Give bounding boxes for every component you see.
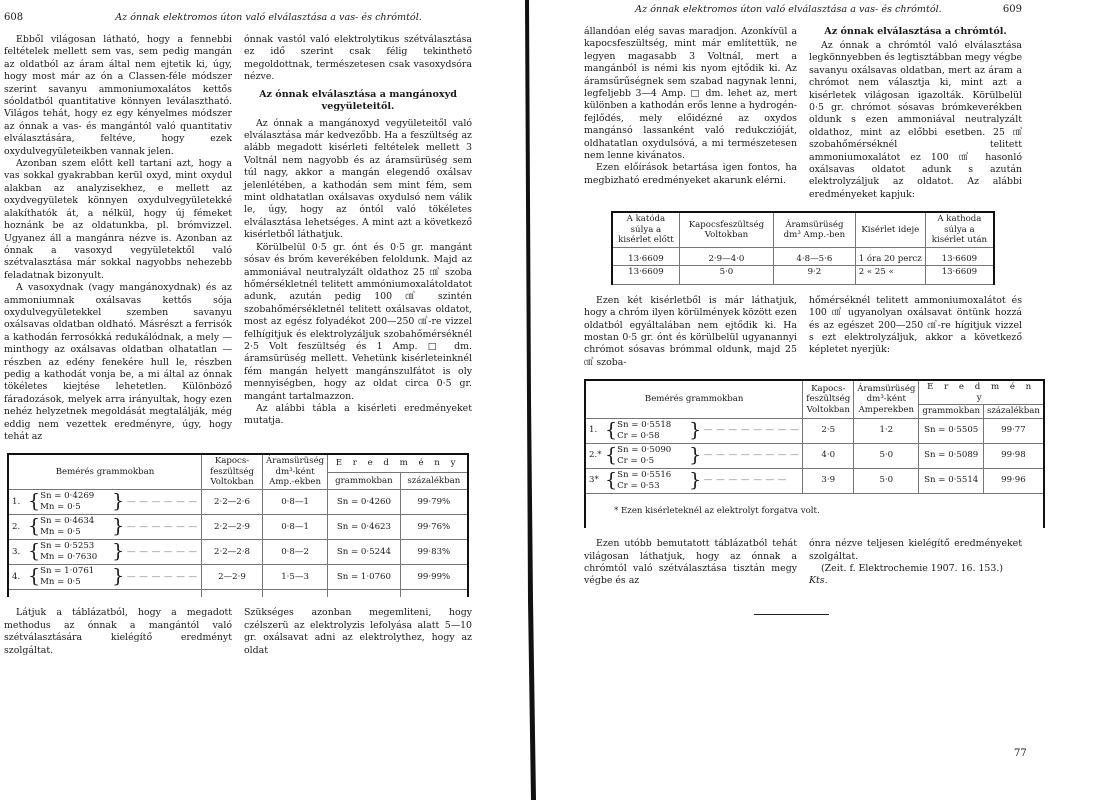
brace-open-icon: { <box>28 540 41 563</box>
sample-sn: Sn = 0·5253 <box>40 540 95 551</box>
paragraph: Ebből világosan látható, hogy a fennebbi feltételek mellett sem vas, sem pedig mangán az oldatból az áram által nem ejtetik ki, úgy, hogy most már az ón a Classen-féle módszer szerint savanyu ammoniumoxalátos kettős sóoldatból quantitative könnyen leválasztható. Világos tehát, hogy ez egy kényelmes módszer az ónnak a vas- és mangántól való quantitativ elválasztására, feltéve, hogy ezek oxydulvegyületeikben vannak jelen. <box>4 34 232 157</box>
running-head: Az ónnak elektromos úton való elválasztása a vas- és chrómtól. <box>115 12 422 23</box>
bottom-page-number: 77 <box>1014 748 1027 759</box>
paragraph: Körülbelül 0·5 gr. ónt és 0·5 gr. mangánt sósav és bróm keverékében feloldunk. Majd az ammoniával neutralyzált oldathoz 25 ㎤ szoba hőmérsékletnél telitett ammóniumoxalátoldatot adunk, azután pedig 100 ㎤ szintén szobahőmérsékletnél telitett oxálsavas oldatot, most az egész folyadékot 200—250 ㎤-re vizzel felhígitjuk és elektrolyzáljuk szobahőmérséknél 2·5 Volt feszültség és 1 Amp. □ dm. áramsürüség mellett. Vehetünk kisérleteinknél fém mangán helyett mangánszulfátot is oly mennyiségben, hogy az oldat circa 0·5 gr. mangánt tartalmazzon. <box>244 241 472 402</box>
sample-sn: Sn = 0·5518 <box>617 419 672 430</box>
grams-cell: Sn = 0·5505 <box>919 418 984 443</box>
grams-cell: Sn = 0·5089 <box>919 443 984 468</box>
cell: 4·8—5·6 <box>774 247 856 266</box>
sample-sn: Sn = 0·5090 <box>617 444 672 455</box>
brace-close-icon: } <box>689 469 702 492</box>
density-cell: 1·5—3 <box>263 564 328 589</box>
voltage-cell: 2·5 <box>803 418 854 443</box>
page-number: 608 <box>4 12 24 23</box>
table-row <box>8 564 468 589</box>
row-number: 3. <box>12 546 21 557</box>
voltage-cell: 2·2—2·9 <box>202 514 263 539</box>
sample-sn: Sn = 0·4269 <box>40 490 95 501</box>
brace-open-icon: { <box>605 444 618 467</box>
paragraph: hőmérséknél telitett ammoniumoxalátot és 100 ㎤ ugyanolyan oxálsavat öntünk hozzá és az egészet 200—250 ㎤-re hígitjuk vizzel s ezt elektrolyzáljuk, akkor a következő képletet nyerjük: <box>809 294 1022 356</box>
row-number: 4. <box>12 571 21 582</box>
row-number: 1. <box>12 496 21 507</box>
row-number: 2. <box>12 521 21 532</box>
leader-dots: — — — — — — — — <box>703 450 800 461</box>
text-column-left-mid <box>584 295 797 369</box>
cathode-weight-table <box>611 211 995 285</box>
text-column-right-bottom <box>809 538 1022 588</box>
brace-open-icon: { <box>605 419 618 442</box>
running-head: Az ónnak elektromos úton való elválasztása a vas- és chrómtól. <box>635 4 942 15</box>
percent-cell: 99·76% <box>400 514 468 539</box>
paragraph: állandóan elég savas maradjon. Azonkívül a kapocsfeszültség, mint már említettük, ne legyen magasabb 3 Voltnál, mert a mangánból is némi kis nyom ejtődik ki. Az áramsűrűségnek sem szabad nagynak lenni, legfeljebb 3—4 Amp. □ dm. lehet az, mert különben a kathodán erős lenne a hydrogén-fejlődés, mely előidézné az oxydos mangánsó lassanként való redukczióját, oldhatatlan oxydulsóvá, a mi természetesen nem lenne kivánatos. <box>584 26 797 162</box>
grams-cell: Sn = 0·4623 <box>328 514 400 539</box>
table-row <box>585 468 1044 493</box>
sample-mn: Mn = 0·5 <box>40 576 81 587</box>
percent-cell: 99·77 <box>983 418 1043 443</box>
text-column-right <box>244 34 472 428</box>
paragraph: Az alábbi tábla a kisérleti eredményeket mutatja. <box>244 402 472 427</box>
sample-cr: Cr = 0·53 <box>617 480 660 491</box>
col-header-sample: Bemérés grammokban <box>585 380 803 418</box>
table-row <box>585 418 1044 443</box>
brace-close-icon: } <box>112 540 125 563</box>
col-header-percent: százalékban <box>983 405 1043 419</box>
brace-open-icon: { <box>28 490 41 513</box>
percent-cell: 99·79% <box>400 489 468 514</box>
cell: 13·6609 <box>612 247 679 266</box>
leader-dots: — — — — — — <box>126 521 198 532</box>
text-column-left-bottom <box>4 607 232 657</box>
grams-cell: Sn = 0·5244 <box>328 539 400 564</box>
percent-cell: 99·99% <box>400 564 468 589</box>
book-gutter-shadow <box>524 0 538 800</box>
leader-dots: — — — — — — — — <box>703 425 800 436</box>
col-header-voltage: Kapocs-feszültség Voltokban <box>202 454 263 489</box>
closing-rule <box>754 614 829 615</box>
cell: 13·6609 <box>925 266 994 285</box>
table-footnote-row <box>585 493 1044 528</box>
table-row <box>585 443 1044 468</box>
row-number: 3* <box>589 475 599 486</box>
col-header-voltage: Kapocs-feszültség Voltokban <box>803 380 854 418</box>
paragraph: Az ónnak a chrómtól való elválasztása legkönnyebben és legtisztábban megy végbe savanyu oxálsavas oldatban, mert az áram a chrómot nem választja ki, mint azt a kisérletek világosan igazolták. Körülbelül 0·5 gr. chrómot sósavas brómkeverékben oldunk s ezen ammoniával neutralyzált oldathoz, mint az előbbi esetben. 25 ㎤ szobahőmérséknél telitett ammoniumoxalátot ez 100 ㎤ hasonló oxálsavas oldatot adunk s azután elektrolyzáljuk az oldatot. Az alábbi eredményeket kapjuk: <box>809 40 1022 200</box>
results-table-chromium <box>584 379 1045 528</box>
text-column-left-bottom <box>584 538 797 588</box>
density-cell: 0·8—1 <box>263 489 328 514</box>
left-page <box>0 0 522 800</box>
col-header: Áramsürüség dm³ Amp.-ben <box>774 212 856 247</box>
brace-close-icon: } <box>689 444 702 467</box>
paragraph: Szükséges azonban megemliteni, hogy czélszerü az elektrolyzis lefolyása alatt 5—10 gr. oxálsavat adni az elektrolythez, hogy az oldat <box>244 607 472 656</box>
author-initials: Kts. <box>809 575 828 587</box>
density-cell: 5·0 <box>854 468 919 493</box>
citation-line <box>809 563 1022 588</box>
brace-open-icon: { <box>28 515 41 538</box>
cell: 2 « 25 « <box>855 266 925 285</box>
col-header-result: E r e d m é n y <box>919 380 1044 405</box>
paragraph: Az ónnak a mangánoxyd vegyületeitől való elválasztása már kedvezőbb. Ha a feszültség az alább megadott kisérleti feltételek mellett 3 Voltnál nem nagyobb és az áramsürüség sem túl nagy, akkor a mangán elegendő oxálsav jelenlétében, a kathodán sem mint fém, sem mint oldhatatlan oxálsavas oxydulsó nem válik le, úgy, hogy az óntól való tökéletes elválasztása lehetséges. A mint azt a következő kisérletből láthatjuk. <box>244 117 472 241</box>
text-block-bottom <box>584 538 1022 588</box>
text-block-bottom <box>4 607 472 657</box>
text-column-left <box>4 34 232 443</box>
text-column-right-bottom <box>244 607 472 657</box>
grams-cell: Sn = 1·0760 <box>328 564 400 589</box>
paragraph: ónra nézve teljesen kielégítő eredményeket szolgáltat. <box>809 538 1022 562</box>
leader-dots: — — — — — — <box>126 571 198 582</box>
brace-open-icon: { <box>28 565 41 588</box>
leader-dots: — — — — — — <box>126 496 198 507</box>
leader-dots: — — — — — — — <box>703 475 787 486</box>
paragraph: Ezen utóbb bemutatott táblázatból tehát világosan láthatjuk, hogy az ónnak a chrómtól való szétválasztása tisztán megy végbe és az <box>584 538 797 587</box>
col-header-grams: grammokban <box>919 405 984 419</box>
text-block-top <box>4 34 472 443</box>
section-heading: Az ónnak elválasztása a mangánoxyd vegyületeitől. <box>259 88 457 112</box>
col-header: A katóda súlya a kisérlet előtt <box>612 212 679 247</box>
table-row <box>8 514 468 539</box>
text-block-top <box>584 26 1022 201</box>
row-number: 1. <box>589 425 598 436</box>
text-column-right-mid <box>809 295 1022 357</box>
voltage-cell: 2—2·9 <box>202 564 263 589</box>
sample-sn: Sn = 1·0761 <box>40 565 95 576</box>
sample-sn: Sn = 0·4634 <box>40 515 95 526</box>
table-row <box>612 266 994 285</box>
sample-mn: Mn = 0·5 <box>40 526 81 537</box>
density-cell: 5·0 <box>854 443 919 468</box>
percent-cell: 99·83% <box>400 539 468 564</box>
table-row <box>8 539 468 564</box>
paragraph: Azonban szem előtt kell tartani azt, hogy a vas sokkal gyakrabban kerül oxyd, mint oxydul alakban az analyzisekhez, e mellett az oxydvegyületek könnyen oxydulvegyületekké alakíthatók át, a nélkül, hogy új fémeket hoznánk be az oldatunkba, pl. brómvizzel. Ugyanez áll a mangánra nézve is. Azonban az ónnak a vasoxyd vegyületektől való szétvalasztása már sokkal nagyobbs nehezebb feladatnak bizonyult. <box>4 158 232 281</box>
sample-mn: Mn = 0·5 <box>40 501 81 512</box>
paragraph: ónnak vastól való elektrolytikus szétválasztása ez idő szerint csak félig tekinthető megoldottnak, természetesen csak vasoxydsóra nézve. <box>244 34 472 83</box>
col-header-density: Áramsürüség dm³-ként Amperekben <box>854 380 919 418</box>
page-number: 609 <box>1002 4 1022 15</box>
density-cell: 0·8—2 <box>263 539 328 564</box>
sample-cr: Cr = 0·5 <box>617 455 655 466</box>
cell: 9·2 <box>774 266 856 285</box>
table-row-empty <box>8 589 468 597</box>
col-header: Kapocsfeszültség Voltokban <box>679 212 773 247</box>
citation: (Zeit. f. Elektrochemie 1907. 16. 153.) <box>821 563 1003 575</box>
percent-cell: 99·96 <box>983 468 1043 493</box>
grams-cell: Sn = 0·4260 <box>328 489 400 514</box>
col-header-percent: százalékban <box>400 472 468 489</box>
right-page <box>548 0 1070 800</box>
paragraph: Ezen két kisérletből is már láthatjuk, hogy a chróm ilyen körülmények között ezen oldatból egyáltalában nem ejtődik ki. Ha mostan 0·5 gr. ónt és körülbelül ugyanannyi chrómot sósavas brómmal oldunk, majd 25 ㎤ szoba- <box>584 294 797 368</box>
brace-close-icon: } <box>112 515 125 538</box>
sample-mn: Mn = 0·7630 <box>40 551 98 562</box>
col-header-density: Áramsürüség dm³-ként Amp.-ekben <box>263 454 328 489</box>
page-body <box>4 34 472 657</box>
cell: 13·6609 <box>612 266 679 285</box>
text-block-mid <box>584 295 1022 369</box>
results-table-manganese <box>7 453 469 597</box>
section-heading: Az ónnak elválasztása a chrómtól. <box>824 26 1007 37</box>
voltage-cell: 3·9 <box>803 468 854 493</box>
page-header <box>4 12 514 26</box>
col-header-sample: Bemérés grammokban <box>8 454 202 489</box>
density-cell: 0·8—1 <box>263 514 328 539</box>
voltage-cell: 2·2—2·8 <box>202 539 263 564</box>
brace-close-icon: } <box>112 565 125 588</box>
col-header-result: E r e d m é n y <box>328 454 468 472</box>
paragraph: Látjuk a táblázatból, hogy a megadott methodus az ónnak a mangántól való szétválasztására kielégítő eredményt szolgáltat. <box>4 607 232 656</box>
brace-open-icon: { <box>605 469 618 492</box>
brace-close-icon: } <box>689 419 702 442</box>
brace-close-icon: } <box>112 490 125 513</box>
cell: 1 óra 20 percz <box>855 247 925 266</box>
sample-sn: Sn = 0·5516 <box>617 469 672 480</box>
percent-cell: 99·98 <box>983 443 1043 468</box>
cell: 5·0 <box>679 266 773 285</box>
grams-cell: Sn = 0·5514 <box>919 468 984 493</box>
cell: 2·9—4·0 <box>679 247 773 266</box>
table-row <box>612 247 994 266</box>
text-column-left <box>584 26 797 187</box>
sample-cr: Cr = 0·58 <box>617 430 660 441</box>
page-body <box>584 26 1040 615</box>
voltage-cell: 2·2—2·6 <box>202 489 263 514</box>
col-header: Kisérlet ideje <box>855 212 925 247</box>
leader-dots: — — — — — — <box>126 546 198 557</box>
text-column-right <box>809 26 1022 201</box>
paragraph: A vasoxydnak (vagy mangánoxydnak) és az ammoniumnak oxálsavas kettős sója oxydulvegyületekkel szemben savanyu oxálsavas oldatban oldható. Másrészt a ferrisók a kathodán ferrosókká redukálódnak, a mely — minthogy az oxálsavas oldatban olhatatlan — részben az edény fenekére hull le, részben pedig a kathodát vonja be, a mi által az ónnak tökéletes kiejtése lehetetlen. Különböző fáradozások, melyek arra irányultak, hogy ezen nehéz helyzetnek megoldását megtalálják, még eddig nem vezettek eredményre, úgy, hogy tehát az <box>4 282 232 442</box>
col-header-grams: grammokban <box>328 472 400 489</box>
table-footnote: * Ezen kisérleteknél az elektrolyt forgatva volt. <box>585 493 1044 528</box>
cell: 13·6609 <box>925 247 994 266</box>
paragraph: Ezen előírások betartása igen fontos, ha megbizható eredményeket akarunk elérni. <box>584 162 797 186</box>
row-number: 2.* <box>589 450 602 461</box>
page-header <box>584 4 1022 18</box>
density-cell: 1·2 <box>854 418 919 443</box>
col-header: A kathoda súlya a kisérlet után <box>925 212 994 247</box>
voltage-cell: 4·0 <box>803 443 854 468</box>
table-row <box>8 489 468 514</box>
